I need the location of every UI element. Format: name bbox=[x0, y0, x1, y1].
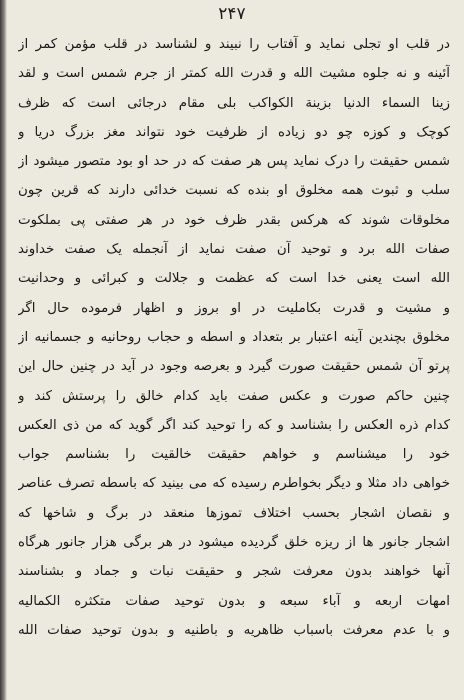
text-line: مخلوق بچندین آینه اعتبار بر بتعداد و اسطه و حجاب روحانیه و جسمانیه از bbox=[18, 329, 450, 345]
text-body bbox=[18, 30, 450, 645]
text-line: کوچک و کوزه چو دو زیاده از ظرفیت خود نتواند مغز بزرگ دریا و bbox=[18, 124, 450, 140]
text-line: امهات اربعه و آباء سبعه و بدون توحید صفات متکثره الکمالیه bbox=[18, 593, 450, 609]
text-line: آئینه و نه جلوه مشیت الله و قدرت الله کمتر از جرم شمس است و لقد bbox=[18, 66, 450, 82]
text-line: پرتو آن شمس حقیقت صورت گیرد و بعرصه وجود در آید در چنین حال این bbox=[18, 359, 450, 375]
text-line: کدام ذره العکس را بشناسد و که را توحید کند اگر گوید که من ذی العکس bbox=[18, 417, 450, 433]
text-line: خود را میشناسم و خواهم حقیقت خالقیت را بشناسم جواب bbox=[18, 447, 450, 463]
text-line: اشجار جانور ها از ریزه خلق گردیده میشود در هر برگی هزار جانور هرگاه bbox=[18, 535, 450, 551]
text-line: و با عدم معرفت باسباب ظاهریه و باطنیه و بدون توحید صفات الله bbox=[18, 622, 450, 638]
text-line: و نقصان اشجار بحسب اختلاف تموزها منعقد در برگ و شاخها که bbox=[18, 505, 450, 521]
text-line: چنین حاکم صورت و عکس صفت باید کدام خالق را پرستش کند و bbox=[18, 388, 450, 404]
text-line: آنها خواهند بدون معرفت شجر و حقیقت نبات و جماد و بشناسند bbox=[18, 564, 450, 580]
text-line: و مشیت و قدرت بکاملیت در او بروز و اظهار فرموده حال اگر bbox=[18, 300, 450, 316]
text-line: صفات الله برد و توحید آن صفت نماید از آنجمله یک صفت خداوند bbox=[18, 242, 450, 258]
text-line: سلب و ثبوت همه مخلوق او بنده که نسبت خدائی دارند که قرین چون bbox=[18, 183, 450, 199]
page-number: ۲۴۷ bbox=[218, 4, 246, 24]
text-line: زینا السماء الدنیا بزینة الکواکب بلی مقام درجائی است که ظرف bbox=[18, 95, 450, 111]
text-line: مخلوقات شوند که هرکس بقدر ظرف خود در هر صفتی پی بملکوت bbox=[18, 212, 450, 228]
text-line: شمس حقیقت را درک نماید پس هر صفت که در حد او بود متصور میشود از bbox=[18, 154, 450, 170]
binding-shadow bbox=[0, 0, 7, 700]
text-line: خواهی داد مثلا و دیگر بخواطرم رسیده که می بینید که باسطه تصرف عناصر bbox=[18, 476, 450, 492]
text-line: الله است یعنی خدا است که عظمت و جلالت و کبرائی و وحدانیت bbox=[18, 271, 450, 287]
text-line: در قلب او تجلی نماید و آفتاب را نبیند و لشناسد در قلب مؤمن کمر از bbox=[18, 37, 450, 52]
